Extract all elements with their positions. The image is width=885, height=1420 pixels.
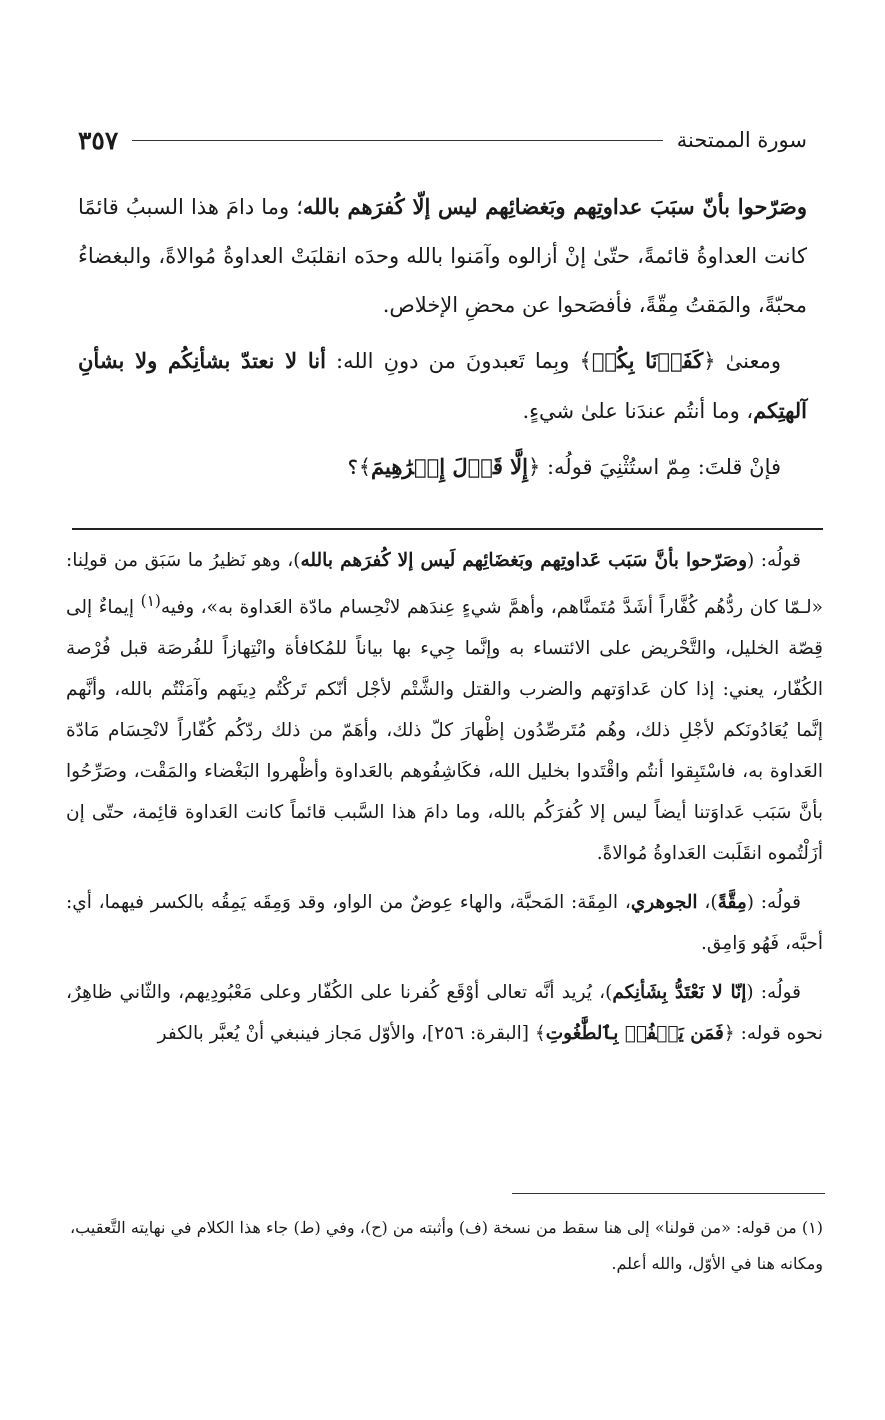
text-run: ، [697, 892, 711, 914]
quran-quote: إِلَّا قَوۡلَ إِبۡرَٰهِيمَ [371, 454, 528, 479]
text-run: ؛ وما دامَ هذا السببُ قائمًا كانت العداوةُ قائمةً، حتّىٰ إنْ أزالوه وآمَنوا بالله وحدَه انقلبَتْ العداوةُ مُوالاةً، والبغضاءُ محبّةً، والمَقتُ مِقّةً، فأفصَحوا عن محضِ الإخلاص. [78, 195, 807, 317]
main-paragraph [78, 336, 807, 436]
text-run: ، المِقَة: المَحبَّة، والهاء عِوضٌ من الواو، وقد وَمِقَه يَمِقُه بالكسر فيهما، أي: أحبَّه، فَهُو وَامِق. [66, 892, 823, 955]
text-run: ﴾ وبِما تَعبدونَ من دونِ الله: [325, 349, 592, 373]
footnotes [70, 1210, 823, 1282]
bold-lemma: وصَرّحوا بأنَّ سَبَب عَداوتِهم وبَغضَائِهم لَيس إلا كُفرَهم بالله [300, 550, 748, 571]
running-header [78, 120, 807, 160]
text-run: إيماءٌ إلى قِصّة الخليل، والتَّحْريض على الائتساء به وإنَّما جِيء بها بياناً للمُكافأة وانْتِهازاً للفُرصَة قبل فُرْصة الكُفّار، يعني: إذا كان عَداوَتهم والضرب والقتل والشَّتْم لأجْل أنّكم تَركْتُم دِينَهم وآمَنْتُم بالله، وأنَّهم إنَّما يُعَادُونَكم لأجْلِ ذلك، وهُم مُتَرصِّدُون إظْهارَ كلّ ذلك، وأهَمّ من ذلك ردّكُم كُفّاراً لانْحِسَام مَادّة العَداوة به، فاسْتَبِقوا أنتُم واقْتَدوا بخليل الله، فكَاشِفُوهم بالعَداوة وأظْهروا البَغْضاء والمَقْت، وصَرِّحُوا بأنَّ سَبَب عَداوَتنا أيضاً ليس إلا كُفرَكُم بالله، وما دامَ هذا السَّبب قائماً كانت العَداوة قائِمة، حتّى إن أزَلْتُموه انقَلَبت العَداوةُ مُوالاةً. [66, 597, 823, 865]
bold-phrase: وصَرّحوا بأنّ سبَبَ عداوتِهم وبَغضائِهم ليس إلّا كُفرَهم بالله [302, 194, 807, 219]
main-paragraph [78, 442, 807, 492]
text-run: ومعنىٰ ﴿ [703, 349, 781, 373]
footnote-ref: (١) [140, 592, 161, 610]
text-run: ، وهو نَظيرُ ما سَبَق من قولِنا: «لـمّا كان ردُّهُم كُفَّاراً أشَدَّ مُتَمنَّاهم، وأهمَّ شيءٍ عِندَهم لانْحِسام مادّة العَداوة به»، وفيه [66, 550, 823, 619]
text-run: ، وما أنتُم عندَنا علىٰ شيءٍ. [522, 399, 754, 423]
quran-quote: فَمَن يَكۡفُرۡ بِٱلطَّٰغُوتِ [545, 1023, 724, 1045]
bold-phrase: أنا لا نعتدّ بشأنِكُم ولا بشأنِ آلهتِكم [78, 348, 807, 423]
text-run: ، يُريد أنَّه تعالى أوْقَع كُفرنا على الكُفّار وعلى مَعْبُودِيهم، والثّاني ظاهِرٌ، نحوه قوله: ﴿ [66, 982, 823, 1045]
bold-source: الجوهري [630, 892, 698, 914]
bold-lemma: إنّا لا نَعْتَدُّ بِشَأنِكم [612, 982, 747, 1004]
footnote-rule [512, 1193, 825, 1194]
main-text [78, 182, 807, 498]
commentary [66, 540, 823, 1062]
text-run: قولُه: ( [746, 892, 801, 914]
section-divider [72, 528, 823, 530]
header-rule [132, 140, 662, 141]
text-run: فإنْ قلتَ: مِمّ استُثْنِيَ قولُه: ﴿ [527, 455, 781, 479]
footnote: (١) من قوله: «من قولنا» إلى هنا سقط من نسخة (ف) وأثبته من (ح)، وفي (ط) جاء هذا الكلام في نهايته التَّعقيب، ومكانه هنا في الأوّل، والله أعلم. [70, 1218, 824, 1273]
commentary-paragraph: قولُه: (مِقَّةً)، الجوهري، المِقَة: المَحبَّة، والهاء عِوضٌ من الواو، وقد وَمِقَه يَمِقُه بالكسر فيهما، أي: أحبَّه، فَهُو وَامِق. [66, 892, 823, 955]
quran-quote: كَفَرۡنَا بِكُمۡ [591, 348, 704, 373]
commentary-paragraph: قولُه: (إنّا لا نَعْتَدُّ بِشَأنِكم)، يُريد أنَّه تعالى أوْقَع كُفرنا على الكُفّار وعلى مَعْبُودِيهم، والثّاني ظاهِرٌ، نحوه قوله: ﴿فَمَن يَكۡفُرۡ بِٱلطَّٰغُوتِ﴾ [البقرة: ٢٥٦]، والأوّل مَجاز فينبغي أنْ يُعبَّر بالكفر [66, 982, 823, 1045]
text-run: قولُه: ( [747, 550, 801, 571]
bold-lemma: مِقَّةً [717, 892, 747, 914]
surah-title: سورة الممتحنة [676, 128, 807, 152]
text-run: ﴾ [البقرة: ٢٥٦]، والأوّل مَجاز فينبغي أنْ يُعبَّر بالكفر [157, 1023, 546, 1045]
page-number: ٣٥٧ [78, 125, 119, 155]
main-paragraph [78, 182, 807, 330]
text-run: قولُه: ( [746, 982, 801, 1004]
commentary-paragraph: قولُه: (وصَرّحوا بأنَّ سَبَب عَداوتِهم وبَغضَائِهم لَيس إلا كُفرَهم بالله)، وهو نَظيرُ ما سَبَق من قولِنا: «لـمّا كان ردُّهُم كُفَّاراً أشَدَّ مُتَمنَّاهم، وأهمَّ شيءٍ عِندَهم لانْحِسام مادّة العَداوة به»، وفيه$^{(١)}$ إيماءٌ إلى قِصّة الخليل، والتَّحْريض على الائتساء به وإنَّما جِيء بها بياناً للمُكافأة وانْتِهازاً للفُرصَة قبل فُرْصة الكُفّار، يعني: إذا كان عَداوَتهم والضرب والقتل والشَّتْم لأجْل أنّكم تَركْتُم دِينَهم وآمَنْتُم بالله، وأنَّهم إنَّما يُعَادُونَكم لأجْلِ ذلك، وهُم مُتَرصِّدُون إظْهارَ كلّ ذلك، وأهَمّ من ذلك ردّكُم كُفّاراً لانْحِسَام مَادّة العَداوة به، فاسْتَبِقوا أنتُم واقْتَدوا بخليل الله، فكَاشِفُوهم بالعَداوة وأظْهروا البَغْضاء والمَقْت، وصَرِّحُوا بأنَّ سَبَب عَداوَتنا أيضاً ليس إلا كُفرَكُم بالله، وما دامَ هذا السَّبب قائماً كانت العَداوة قائِمة، حتّى إن أزَلْتُموه انقَلَبت العَداوةُ مُوالاةً. [66, 550, 823, 865]
text-run: ﴾؟ [346, 455, 372, 479]
